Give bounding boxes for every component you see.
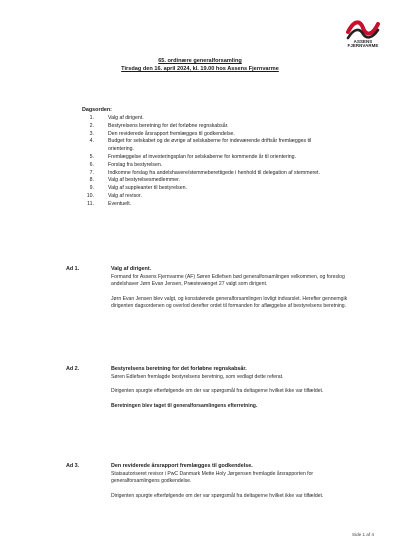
document-title-text: 65. ordinære generalforsamling: [158, 58, 242, 64]
agenda-item: [82, 177, 337, 185]
agenda-list: [82, 115, 337, 209]
section-label-ad3: Ad 3.: [66, 463, 80, 469]
agenda-item-text: Fremlæggelse af investeringsplan for selskaberne for kommende år til orientering.: [108, 153, 296, 160]
logo-text-line-1: ASSENS: [353, 39, 373, 44]
agenda-item-text: Indkomne forslag fra andelshavere/stemmeberettigede i henhold til delegation af stemmeret.: [108, 169, 320, 176]
agenda-item-text: Forslag fra bestyrelsen.: [108, 161, 163, 168]
agenda-item-text: Valg af revisor.: [108, 192, 142, 199]
section-paragraph: Dirigenten spurgte efterfølgende om der var spørgsmål fra deltagerne hvilket ikke var tilfældet.: [111, 492, 324, 499]
section-title: Bestyrelsens beretning for det forløbne regnskabsår.: [111, 366, 247, 372]
logo-wordmark: [344, 40, 382, 49]
agenda-item: [82, 138, 337, 154]
section-paragraph: Formand for Assens Fjernvarme (AF) Søren Edlefsen bød generalforsamlingen velkommen, og foreslog andelshaver Jørn Evan Jensen, Præstevænget 27 valgt som dirigent.: [111, 273, 345, 288]
section-ad1: [111, 266, 361, 311]
agenda-item: [82, 170, 337, 178]
section-label-ad1: Ad 1.: [66, 266, 80, 272]
agenda-item-number: 4.: [89, 138, 94, 145]
section-paragraph: Dirigenten spurgte efterfølgende om der var spørgsmål fra deltagerne hvilket ikke var tilfældet.: [111, 388, 324, 395]
section-paragraph: Søren Edlefsen fremlagde bestyrelsens beretning, som vedlagt dette referat.: [111, 373, 284, 380]
agenda-item-text: Budget for selskabet og de øvrige af selskaberne for indeværende driftsår fremlægges til orientering.: [108, 138, 312, 153]
document-title: [0, 58, 400, 65]
section-paragraph: Jørn Evan Jensen blev valgt, og konstaterede generalforsamlingen lovligt indvarslet. Herefter gennemgik dirigenten dagsordenen og overlod derefter ordet til formanden for aflæggelse af bestyrelsens beretning.: [111, 295, 348, 310]
agenda-item-number: 11.: [87, 200, 94, 207]
agenda-item-number: 7.: [89, 169, 94, 176]
agenda-item-number: 5.: [89, 153, 94, 160]
agenda-item-text: Bestyrelsens beretning for det forløbne regnskabsår.: [108, 122, 229, 129]
section-ad2: [111, 366, 361, 410]
logo-text-line-2: FJERNVARME: [347, 43, 379, 49]
agenda-item-number: 6.: [89, 161, 94, 168]
section-label-ad2: Ad 2.: [66, 366, 80, 372]
agenda-item: [82, 123, 337, 131]
section-conclusion: Beretningen blev taget til generalforsamlingens efterretning.: [111, 402, 258, 409]
agenda-item-number: 1.: [89, 115, 94, 121]
agenda-item-text: Valg af dirigent.: [108, 115, 144, 121]
agenda-item-number: 9.: [89, 185, 94, 192]
agenda-item-number: 2.: [89, 122, 94, 129]
agenda-item-number: 8.: [89, 177, 94, 184]
section-title: Valg af dirigent.: [111, 266, 152, 272]
agenda-item: [82, 185, 337, 193]
logo-mark-icon: [344, 18, 382, 40]
agenda-item: [82, 201, 337, 209]
agenda-item-text: Valg af suppleanter til bestyrelsen.: [108, 185, 187, 192]
agenda-item-text: Eventuelt.: [108, 200, 132, 207]
document-subtitle-text: Tirsdag den 16. april 2024, kl. 19.00 hos Assens Fjernvarme: [121, 66, 279, 72]
agenda-item-number: 10.: [86, 192, 94, 199]
agenda-item: [82, 162, 337, 170]
agenda-item: [82, 115, 337, 123]
agenda-item-number: 3.: [89, 130, 94, 137]
assens-fjernvarme-logo: [344, 18, 382, 48]
section-title: Den reviderede årsrapport fremlægges til godkendelse.: [111, 463, 253, 469]
document-subtitle: [0, 66, 400, 73]
agenda-item-text: Valg af bestyrelsesmedlemmer.: [108, 177, 180, 184]
page-number: Side 1 af 4: [352, 532, 374, 537]
agenda-item: [82, 193, 337, 201]
section-ad3: [111, 463, 361, 500]
agenda-item-text: Den reviderede årsrapport fremlægges til godkendelse.: [108, 130, 235, 137]
section-paragraph: Statsautoriseret revisor i PwC Danmark Mette Holy Jørgensen fremlagde årsrapporten for generalforsamlingens godkendelse.: [111, 470, 314, 485]
agenda-heading: Dagsorden:: [82, 107, 112, 113]
agenda-item: [82, 154, 337, 162]
